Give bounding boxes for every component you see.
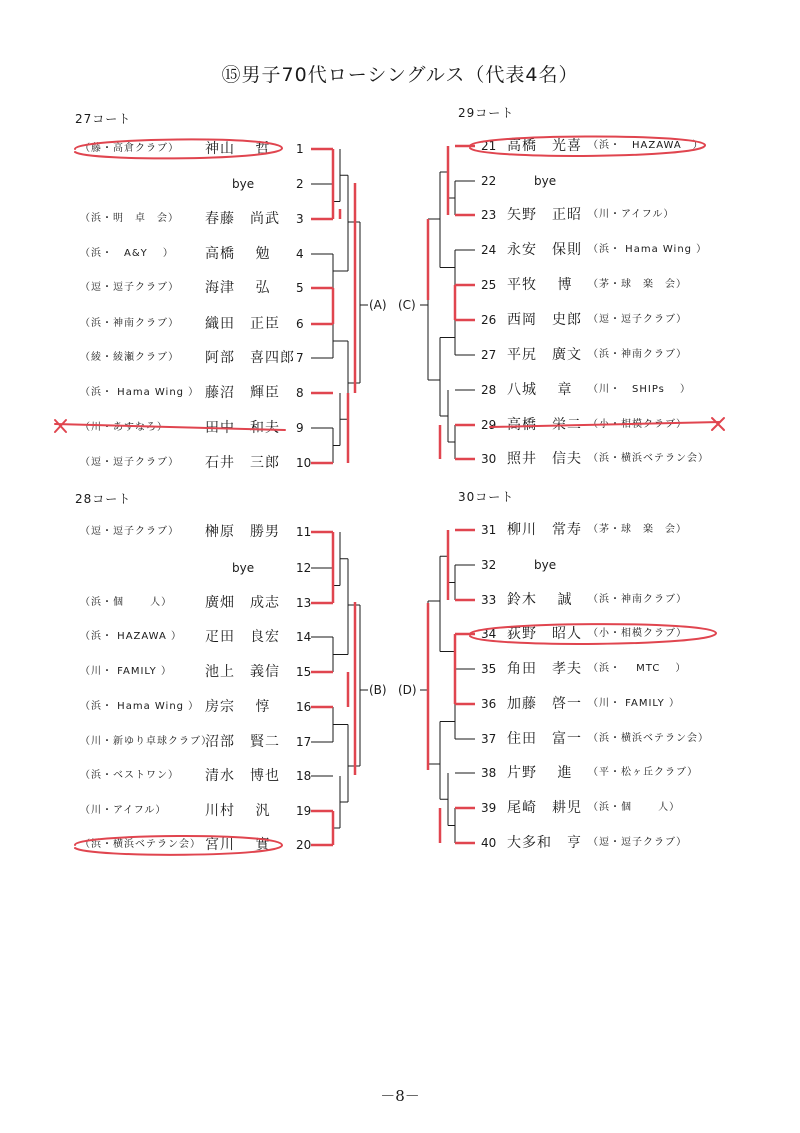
block-label-c: (C) xyxy=(398,298,416,312)
strike-mark xyxy=(55,420,66,432)
player-name: 廣畑 成志 xyxy=(205,595,280,611)
player-name: 海津 弘 xyxy=(205,280,271,296)
seed-number: 10 xyxy=(296,456,312,470)
player-name: 高橋 栄二 xyxy=(507,417,582,433)
player-name: 荻野 昭人 xyxy=(507,626,582,642)
player-name: 春藤 尚武 xyxy=(205,211,280,227)
player-name: 平尻 廣文 xyxy=(507,347,582,363)
seed-number: 19 xyxy=(296,804,312,818)
club-name: （浜・個 人） xyxy=(80,597,173,608)
seed-number: 20 xyxy=(296,838,312,852)
club-name: （浜・ MTC ） xyxy=(588,663,687,674)
club-name: （藤・高倉クラブ） xyxy=(80,143,180,154)
player-name: 沼部 賢二 xyxy=(205,734,280,750)
seed-number: 5 xyxy=(296,281,304,295)
club-name: （川・ FAMILY ） xyxy=(80,666,172,677)
seed-number: 3 xyxy=(296,212,304,226)
player-name: 榊原 勝男 xyxy=(205,524,280,540)
club-name: （川・あすなろ） xyxy=(80,422,168,433)
player-name: 疋田 良宏 xyxy=(205,629,280,645)
club-name: （川・ SHIPs ） xyxy=(588,384,692,395)
strike-mark xyxy=(712,418,724,430)
club-name: （浜・ Hama Wing ） xyxy=(80,701,200,712)
club-name: （小・相模クラブ） xyxy=(588,628,688,639)
seed-number: 33 xyxy=(481,593,497,607)
seed-number: 39 xyxy=(481,801,497,815)
seed-number: 25 xyxy=(481,278,497,292)
player-name: 清水 博也 xyxy=(205,768,280,784)
seed-number: 28 xyxy=(481,383,497,397)
club-name: （浜・横浜ベテラン会） xyxy=(80,839,201,850)
club-name: （浜・横浜ベテラン会） xyxy=(588,733,709,744)
page-number: －8－ xyxy=(380,1087,420,1105)
player-name: 住田 富一 xyxy=(507,731,582,747)
seed-number: 31 xyxy=(481,523,497,537)
seed-number: 36 xyxy=(481,697,497,711)
player-name: 加藤 啓一 xyxy=(507,696,582,712)
marker-circle xyxy=(470,136,705,155)
seed-number: 14 xyxy=(296,630,312,644)
club-name: （茅・球 楽 会） xyxy=(588,279,687,290)
block-label-b: (B) xyxy=(369,683,387,697)
player-name: 阿部 喜四郎 xyxy=(205,350,295,366)
court-28-label: 28コート xyxy=(75,492,132,506)
club-name: （浜・横浜ベテラン会） xyxy=(588,453,709,464)
player-name: 片野 進 xyxy=(507,765,573,781)
seed-number: 18 xyxy=(296,769,312,783)
seed-number: 6 xyxy=(296,317,304,331)
bye-slot: bye xyxy=(232,561,255,575)
court-30-label: 30コート xyxy=(458,490,515,504)
player-name: 石井 三郎 xyxy=(205,455,280,471)
player-name: 柳川 常寿 xyxy=(507,522,582,538)
seed-number: 21 xyxy=(481,139,497,153)
seed-number: 1 xyxy=(296,142,304,156)
club-name: （逗・逗子クラブ） xyxy=(588,837,688,848)
marker-circle xyxy=(75,836,282,855)
club-name: （茅・球 楽 会） xyxy=(588,524,687,535)
club-name: （逗・逗子クラブ） xyxy=(588,314,688,325)
seed-number: 24 xyxy=(481,243,497,257)
player-name: 八城 章 xyxy=(507,382,573,398)
player-name: 宮川 實 xyxy=(205,837,271,853)
seed-number: 16 xyxy=(296,700,312,714)
seed-number: 17 xyxy=(296,735,312,749)
marker-circle xyxy=(470,624,716,644)
player-name: 高橋 勉 xyxy=(205,246,271,262)
club-name: （浜・個 人） xyxy=(588,802,681,813)
player-name: 西岡 史郎 xyxy=(507,312,582,328)
player-name: 照井 信夫 xyxy=(507,451,582,467)
club-name: （浜・ Hama Wing ） xyxy=(80,387,200,398)
seed-number: 34 xyxy=(481,627,497,641)
club-name: （逗・逗子クラブ） xyxy=(80,526,180,537)
club-name: （逗・逗子クラブ） xyxy=(80,282,180,293)
club-name: （浜・神南クラブ） xyxy=(588,594,688,605)
seed-number: 22 xyxy=(481,174,497,188)
block-label-d: (D) xyxy=(398,683,417,697)
seed-number: 4 xyxy=(296,247,304,261)
seed-number: 35 xyxy=(481,662,497,676)
bye-slot: bye xyxy=(534,174,557,188)
seed-number: 40 xyxy=(481,836,497,850)
club-name: （浜・ HAZAWA ） xyxy=(80,631,183,642)
club-name: （川・ FAMILY ） xyxy=(588,698,680,709)
club-name: （小・相模クラブ） xyxy=(588,419,688,430)
player-name: 田中 和夫 xyxy=(205,420,280,436)
club-name: （川・アイフル） xyxy=(80,805,167,816)
seed-number: 38 xyxy=(481,766,497,780)
club-name: （平・松ヶ丘クラブ） xyxy=(588,767,699,778)
club-name: （浜・ A&Y ） xyxy=(80,248,174,259)
seed-number: 30 xyxy=(481,452,497,466)
player-name: 平牧 博 xyxy=(507,277,573,293)
club-name: （浜・ HAZAWA ） xyxy=(588,140,704,151)
club-name: （逗・逗子クラブ） xyxy=(80,457,180,468)
court-27-label: 27コート xyxy=(75,112,132,126)
player-name: 神山 哲 xyxy=(205,141,271,157)
court-29-label: 29コート xyxy=(458,106,515,120)
seed-number: 23 xyxy=(481,208,497,222)
club-name: （川・アイフル） xyxy=(588,209,675,220)
seed-number: 26 xyxy=(481,313,497,327)
club-name: （綾・綾瀬クラブ） xyxy=(80,352,180,363)
seed-number: 13 xyxy=(296,596,312,610)
player-name: 矢野 正昭 xyxy=(507,207,582,223)
seed-number: 2 xyxy=(296,177,304,191)
player-name: 房宗 惇 xyxy=(205,699,271,715)
player-name: 大多和 亨 xyxy=(507,835,582,851)
seed-number: 9 xyxy=(296,421,304,435)
club-name: （浜・神南クラブ） xyxy=(588,349,688,360)
club-name: （浜・ベストワン） xyxy=(80,770,179,781)
player-name: 織田 正臣 xyxy=(205,316,280,332)
player-name: 藤沼 輝臣 xyxy=(205,385,280,401)
seed-number: 27 xyxy=(481,348,497,362)
seed-number: 37 xyxy=(481,732,497,746)
club-name: （浜・神南クラブ） xyxy=(80,318,180,329)
club-name: （浜・明 卓 会） xyxy=(80,213,179,224)
player-name: 池上 義信 xyxy=(205,664,280,680)
seed-number: 11 xyxy=(296,525,312,539)
player-name: 永安 保則 xyxy=(507,242,582,258)
club-name: （川・新ゆり卓球クラブ） xyxy=(80,736,213,747)
player-name: 鈴木 誠 xyxy=(507,592,573,608)
bye-slot: bye xyxy=(534,558,557,572)
player-name: 角田 孝夫 xyxy=(507,661,582,677)
player-name: 高橋 光喜 xyxy=(507,138,582,154)
seed-number: 32 xyxy=(481,558,497,572)
seed-number: 7 xyxy=(296,351,304,365)
seed-number: 15 xyxy=(296,665,312,679)
strike-line xyxy=(490,422,720,427)
strike-line xyxy=(55,424,285,430)
club-name: （浜・ Hama Wing ） xyxy=(588,244,708,255)
block-label-a: (A) xyxy=(369,298,387,312)
marker-circle xyxy=(75,139,282,158)
bye-slot: bye xyxy=(232,177,255,191)
seed-number: 12 xyxy=(296,561,312,575)
page-title: ⑮男子70代ローシングルス（代表4名） xyxy=(221,64,579,86)
seed-number: 29 xyxy=(481,418,497,432)
seed-number: 8 xyxy=(296,386,304,400)
player-name: 川村 汎 xyxy=(205,803,271,819)
player-name: 尾崎 耕児 xyxy=(507,800,582,816)
